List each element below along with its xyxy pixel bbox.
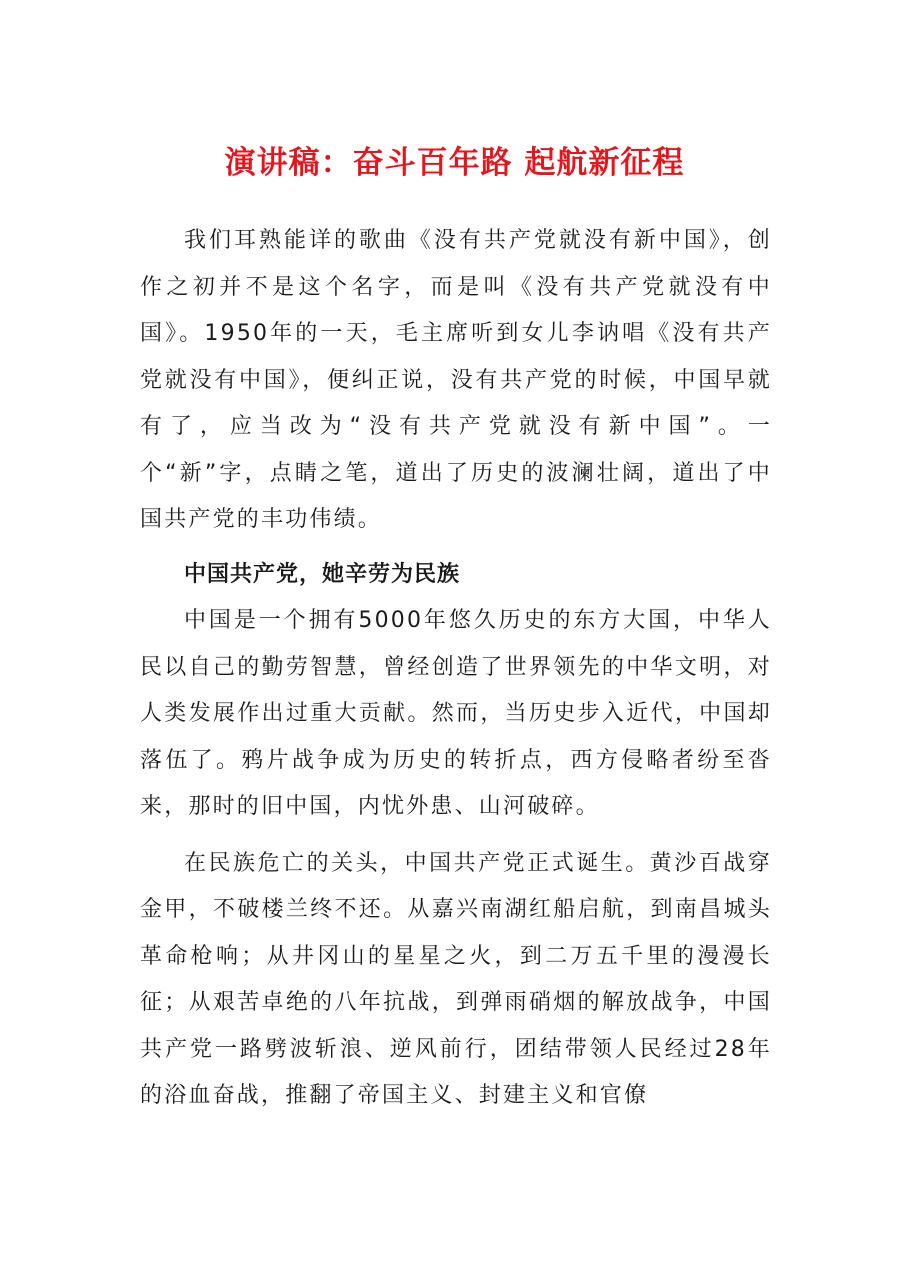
section-heading: 中国共产党，她辛劳为民族 (184, 561, 461, 587)
paragraph-intro: 我们耳熟能详的歌曲《没有共产党就没有新中国》，创作之初并不是这个名字，而是叫《没有共产党就没有中国》。1950年的一天，毛主席听到女儿李讷唱《没有共产党就没有中国》，便纠正说，没有共产党的时候，中国早就有了，应当改为“没有共产党就没有新中国”。一个“新”字，点睛之笔，道出了历史的波澜壮阔，道出了中国共产党的丰功伟绩。 (140, 228, 772, 532)
document-body (140, 218, 772, 1120)
paragraph-founding: 在民族危亡的关头，中国共产党正式诞生。黄沙百战穿金甲，不破楼兰终不还。从嘉兴南湖红船启航，到南昌城头革命枪响；从井冈山的星星之火，到二万五千里的漫漫长征；从艰苦卓绝的八年抗战，到弹雨硝烟的解放战争，中国共产党一路劈波斩浪、逆风前行，团结带领人民经过28年的浴血奋战，推翻了帝国主义、封建主义和官僚 (140, 850, 772, 1108)
paragraph-history: 中国是一个拥有5000年悠久历史的东方大国，中华人民以自己的勤劳智慧，曾经创造了世界领先的中华文明，对人类发展作出过重大贡献。然而，当历史步入近代，中国却落伍了。鸦片战争成为历史的转折点，西方侵略者纷至沓来，那时的旧中国，内忧外患、山河破碎。 (140, 608, 772, 819)
document-title: 演讲稿：奋斗百年路 起航新征程 (224, 145, 685, 181)
